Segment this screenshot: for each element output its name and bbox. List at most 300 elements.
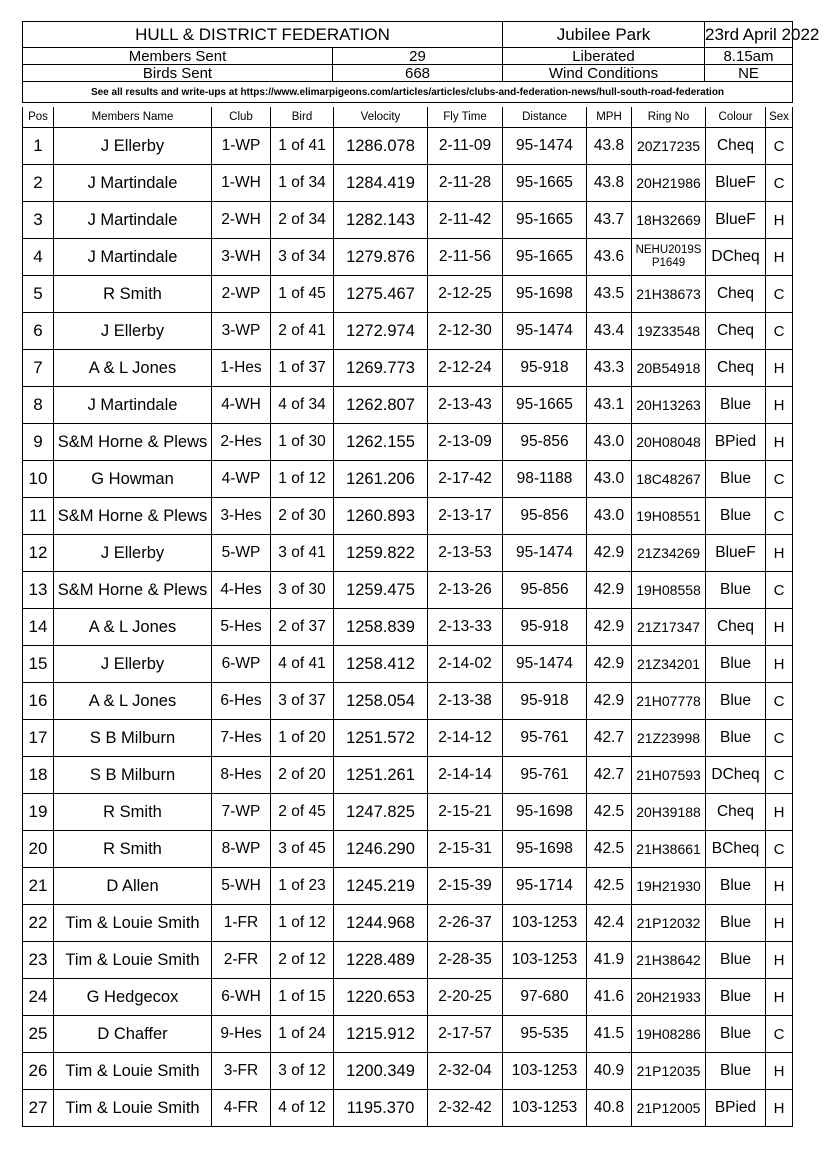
- cell-ring-no: 21H38661: [632, 831, 706, 868]
- cell-fly-time: 2-13-38: [428, 683, 503, 720]
- cell-mph: 42.9: [587, 683, 632, 720]
- cell-pos: 3: [23, 202, 54, 239]
- cell-velocity: 1251.261: [334, 757, 428, 794]
- cell-fly-time: 2-12-30: [428, 313, 503, 350]
- cell-velocity: 1258.412: [334, 646, 428, 683]
- cell-colour: Blue: [706, 498, 766, 535]
- cell-club: 3-Hes: [212, 498, 271, 535]
- cell-member-name: A & L Jones: [54, 350, 212, 387]
- cell-member-name: Tim & Louie Smith: [54, 1053, 212, 1090]
- cell-sex: H: [766, 942, 793, 979]
- cell-mph: 43.3: [587, 350, 632, 387]
- cell-pos: 5: [23, 276, 54, 313]
- cell-sex: H: [766, 350, 793, 387]
- cell-velocity: 1286.078: [334, 128, 428, 165]
- cell-sex: C: [766, 757, 793, 794]
- cell-pos: 15: [23, 646, 54, 683]
- cell-member-name: J Ellerby: [54, 535, 212, 572]
- cell-ring-no: 21Z17347: [632, 609, 706, 646]
- table-row: [23, 572, 793, 609]
- cell-velocity: 1260.893: [334, 498, 428, 535]
- cell-bird: 1 of 34: [271, 165, 334, 202]
- table-row: [23, 202, 793, 239]
- cell-pos: 13: [23, 572, 54, 609]
- col-header-bird: Bird: [271, 107, 334, 128]
- cell-club: 2-Hes: [212, 424, 271, 461]
- cell-sex: H: [766, 609, 793, 646]
- cell-ring-no: 21P12035: [632, 1053, 706, 1090]
- cell-fly-time: 2-28-35: [428, 942, 503, 979]
- cell-velocity: 1195.370: [334, 1090, 428, 1127]
- cell-ring-no: 20Z17235: [632, 128, 706, 165]
- cell-bird: 3 of 41: [271, 535, 334, 572]
- cell-club: 5-WP: [212, 535, 271, 572]
- cell-member-name: J Martindale: [54, 165, 212, 202]
- cell-mph: 41.9: [587, 942, 632, 979]
- cell-distance: 95-1698: [503, 831, 587, 868]
- table-row: [23, 683, 793, 720]
- cell-fly-time: 2-12-24: [428, 350, 503, 387]
- wind-label: Wind Conditions: [503, 65, 705, 82]
- cell-distance: 95-918: [503, 350, 587, 387]
- cell-distance: 103-1253: [503, 1053, 587, 1090]
- cell-pos: 20: [23, 831, 54, 868]
- cell-member-name: Tim & Louie Smith: [54, 1090, 212, 1127]
- cell-distance: 95-535: [503, 1016, 587, 1053]
- members-sent-value: 29: [333, 48, 503, 65]
- table-row: [23, 794, 793, 831]
- table-row: [23, 128, 793, 165]
- cell-fly-time: 2-13-53: [428, 535, 503, 572]
- cell-member-name: J Ellerby: [54, 646, 212, 683]
- cell-bird: 2 of 20: [271, 757, 334, 794]
- cell-club: 3-WH: [212, 239, 271, 276]
- cell-pos: 22: [23, 905, 54, 942]
- results-link-notice[interactable]: See all results and write-ups at https://www.elimarpigeons.com/articles/articles/clubs-and-federation-news/hull-south-road-federation: [23, 82, 793, 103]
- cell-fly-time: 2-26-37: [428, 905, 503, 942]
- cell-pos: 2: [23, 165, 54, 202]
- cell-colour: BlueF: [706, 202, 766, 239]
- cell-mph: 43.0: [587, 424, 632, 461]
- cell-velocity: 1245.219: [334, 868, 428, 905]
- cell-mph: 42.9: [587, 535, 632, 572]
- cell-distance: 97-680: [503, 979, 587, 1016]
- cell-ring-no: 21P12005: [632, 1090, 706, 1127]
- cell-distance: 103-1253: [503, 942, 587, 979]
- cell-colour: Cheq: [706, 313, 766, 350]
- cell-fly-time: 2-32-04: [428, 1053, 503, 1090]
- cell-sex: H: [766, 1090, 793, 1127]
- table-row: [23, 1090, 793, 1127]
- cell-mph: 42.4: [587, 905, 632, 942]
- cell-mph: 43.0: [587, 498, 632, 535]
- cell-club: 4-WH: [212, 387, 271, 424]
- cell-distance: 95-1474: [503, 128, 587, 165]
- cell-colour: Blue: [706, 1053, 766, 1090]
- cell-club: 9-Hes: [212, 1016, 271, 1053]
- cell-club: 5-WH: [212, 868, 271, 905]
- results-table: [22, 107, 793, 1127]
- cell-fly-time: 2-17-57: [428, 1016, 503, 1053]
- cell-velocity: 1246.290: [334, 831, 428, 868]
- col-header-mph: MPH: [587, 107, 632, 128]
- cell-mph: 43.1: [587, 387, 632, 424]
- cell-pos: 7: [23, 350, 54, 387]
- cell-distance: 95-1474: [503, 313, 587, 350]
- cell-colour: Cheq: [706, 276, 766, 313]
- cell-fly-time: 2-32-42: [428, 1090, 503, 1127]
- cell-fly-time: 2-17-42: [428, 461, 503, 498]
- cell-mph: 42.9: [587, 572, 632, 609]
- cell-distance: 95-1665: [503, 387, 587, 424]
- cell-club: 5-Hes: [212, 609, 271, 646]
- cell-bird: 3 of 45: [271, 831, 334, 868]
- cell-distance: 95-1474: [503, 535, 587, 572]
- table-row: [23, 1016, 793, 1053]
- cell-club: 1-Hes: [212, 350, 271, 387]
- cell-colour: Blue: [706, 572, 766, 609]
- cell-pos: 17: [23, 720, 54, 757]
- cell-bird: 1 of 15: [271, 979, 334, 1016]
- cell-mph: 40.8: [587, 1090, 632, 1127]
- cell-velocity: 1251.572: [334, 720, 428, 757]
- table-row: [23, 646, 793, 683]
- cell-sex: C: [766, 831, 793, 868]
- results-body: [23, 128, 793, 1127]
- cell-mph: 43.6: [587, 239, 632, 276]
- col-header-pos: Pos: [23, 107, 54, 128]
- liberated-label: Liberated: [503, 48, 705, 65]
- federation-title: HULL & DISTRICT FEDERATION: [23, 22, 503, 48]
- cell-velocity: 1261.206: [334, 461, 428, 498]
- cell-colour: Cheq: [706, 609, 766, 646]
- cell-member-name: S B Milburn: [54, 720, 212, 757]
- birds-sent-value: 668: [333, 65, 503, 82]
- cell-ring-no: 18C48267: [632, 461, 706, 498]
- race-date: 23rd April 2022: [705, 22, 793, 48]
- cell-member-name: G Howman: [54, 461, 212, 498]
- cell-sex: H: [766, 794, 793, 831]
- cell-distance: 95-1474: [503, 646, 587, 683]
- cell-velocity: 1258.839: [334, 609, 428, 646]
- cell-member-name: R Smith: [54, 831, 212, 868]
- cell-bird: 1 of 30: [271, 424, 334, 461]
- cell-bird: 1 of 20: [271, 720, 334, 757]
- table-row: [23, 387, 793, 424]
- cell-fly-time: 2-11-09: [428, 128, 503, 165]
- cell-ring-no: 21H07593: [632, 757, 706, 794]
- cell-bird: 2 of 45: [271, 794, 334, 831]
- cell-bird: 2 of 34: [271, 202, 334, 239]
- cell-mph: 40.9: [587, 1053, 632, 1090]
- cell-velocity: 1244.968: [334, 905, 428, 942]
- cell-club: 1-WP: [212, 128, 271, 165]
- cell-fly-time: 2-11-42: [428, 202, 503, 239]
- cell-club: 6-WH: [212, 979, 271, 1016]
- cell-club: 3-FR: [212, 1053, 271, 1090]
- cell-club: 7-WP: [212, 794, 271, 831]
- cell-bird: 1 of 37: [271, 350, 334, 387]
- cell-colour: BlueF: [706, 165, 766, 202]
- cell-distance: 98-1188: [503, 461, 587, 498]
- cell-mph: 42.5: [587, 831, 632, 868]
- cell-fly-time: 2-15-39: [428, 868, 503, 905]
- cell-colour: BPied: [706, 1090, 766, 1127]
- cell-colour: Blue: [706, 1016, 766, 1053]
- cell-member-name: Tim & Louie Smith: [54, 905, 212, 942]
- cell-sex: H: [766, 202, 793, 239]
- race-header-table: [22, 21, 820, 103]
- cell-sex: H: [766, 387, 793, 424]
- cell-member-name: J Martindale: [54, 387, 212, 424]
- table-row: [23, 868, 793, 905]
- cell-sex: C: [766, 276, 793, 313]
- cell-ring-no: NEHU2019S P1649: [632, 239, 706, 276]
- cell-fly-time: 2-13-26: [428, 572, 503, 609]
- table-row: [23, 979, 793, 1016]
- cell-member-name: S&M Horne & Plews: [54, 424, 212, 461]
- cell-ring-no: 20H21986: [632, 165, 706, 202]
- cell-pos: 4: [23, 239, 54, 276]
- cell-fly-time: 2-11-56: [428, 239, 503, 276]
- cell-mph: 42.5: [587, 868, 632, 905]
- cell-colour: Blue: [706, 942, 766, 979]
- cell-velocity: 1215.912: [334, 1016, 428, 1053]
- col-header-distance: Distance: [503, 107, 587, 128]
- cell-distance: 95-761: [503, 720, 587, 757]
- cell-club: 6-WP: [212, 646, 271, 683]
- cell-colour: Blue: [706, 720, 766, 757]
- race-point: Jubilee Park: [503, 22, 705, 48]
- table-row: [23, 165, 793, 202]
- cell-club: 8-WP: [212, 831, 271, 868]
- cell-bird: 2 of 30: [271, 498, 334, 535]
- cell-bird: 4 of 41: [271, 646, 334, 683]
- cell-sex: H: [766, 646, 793, 683]
- cell-colour: Cheq: [706, 128, 766, 165]
- cell-fly-time: 2-11-28: [428, 165, 503, 202]
- cell-fly-time: 2-13-17: [428, 498, 503, 535]
- cell-bird: 3 of 12: [271, 1053, 334, 1090]
- table-row: [23, 905, 793, 942]
- cell-ring-no: 21H38642: [632, 942, 706, 979]
- cell-member-name: G Hedgecox: [54, 979, 212, 1016]
- table-row: [23, 942, 793, 979]
- col-header-club: Club: [212, 107, 271, 128]
- table-row: [23, 757, 793, 794]
- cell-fly-time: 2-15-21: [428, 794, 503, 831]
- cell-velocity: 1200.349: [334, 1053, 428, 1090]
- cell-member-name: Tim & Louie Smith: [54, 942, 212, 979]
- cell-velocity: 1259.475: [334, 572, 428, 609]
- cell-ring-no: 18H32669: [632, 202, 706, 239]
- cell-bird: 1 of 41: [271, 128, 334, 165]
- cell-sex: C: [766, 683, 793, 720]
- cell-pos: 12: [23, 535, 54, 572]
- table-row: [23, 720, 793, 757]
- cell-distance: 103-1253: [503, 905, 587, 942]
- cell-pos: 6: [23, 313, 54, 350]
- cell-club: 2-WH: [212, 202, 271, 239]
- cell-velocity: 1275.467: [334, 276, 428, 313]
- cell-colour: Blue: [706, 461, 766, 498]
- cell-velocity: 1259.822: [334, 535, 428, 572]
- cell-club: 6-Hes: [212, 683, 271, 720]
- cell-bird: 3 of 37: [271, 683, 334, 720]
- cell-club: 2-WP: [212, 276, 271, 313]
- cell-colour: DCheq: [706, 757, 766, 794]
- cell-pos: 8: [23, 387, 54, 424]
- cell-colour: Blue: [706, 905, 766, 942]
- cell-ring-no: 19H08558: [632, 572, 706, 609]
- cell-pos: 10: [23, 461, 54, 498]
- cell-member-name: J Ellerby: [54, 128, 212, 165]
- cell-pos: 25: [23, 1016, 54, 1053]
- cell-ring-no: 21P12032: [632, 905, 706, 942]
- table-row: [23, 276, 793, 313]
- cell-pos: 14: [23, 609, 54, 646]
- cell-pos: 1: [23, 128, 54, 165]
- cell-sex: H: [766, 424, 793, 461]
- cell-velocity: 1258.054: [334, 683, 428, 720]
- cell-bird: 1 of 12: [271, 905, 334, 942]
- cell-sex: H: [766, 1053, 793, 1090]
- cell-velocity: 1220.653: [334, 979, 428, 1016]
- cell-member-name: S&M Horne & Plews: [54, 498, 212, 535]
- cell-pos: 16: [23, 683, 54, 720]
- cell-colour: Cheq: [706, 794, 766, 831]
- cell-ring-no: 20H13263: [632, 387, 706, 424]
- cell-mph: 42.7: [587, 757, 632, 794]
- cell-distance: 95-1665: [503, 165, 587, 202]
- table-row: [23, 461, 793, 498]
- cell-velocity: 1262.155: [334, 424, 428, 461]
- table-row: [23, 535, 793, 572]
- cell-bird: 3 of 30: [271, 572, 334, 609]
- results-header-row: [23, 107, 793, 128]
- cell-ring-no: 20H39188: [632, 794, 706, 831]
- col-header-ring: Ring No: [632, 107, 706, 128]
- table-row: [23, 239, 793, 276]
- cell-ring-no: 19Z33548: [632, 313, 706, 350]
- cell-pos: 9: [23, 424, 54, 461]
- birds-sent-label: Birds Sent: [23, 65, 333, 82]
- cell-velocity: 1272.974: [334, 313, 428, 350]
- cell-pos: 24: [23, 979, 54, 1016]
- cell-fly-time: 2-15-31: [428, 831, 503, 868]
- cell-distance: 95-1714: [503, 868, 587, 905]
- cell-distance: 95-856: [503, 498, 587, 535]
- table-row: [23, 424, 793, 461]
- members-sent-label: Members Sent: [23, 48, 333, 65]
- cell-fly-time: 2-13-33: [428, 609, 503, 646]
- cell-member-name: R Smith: [54, 276, 212, 313]
- cell-fly-time: 2-13-09: [428, 424, 503, 461]
- table-row: [23, 1053, 793, 1090]
- cell-ring-no: 20B54918: [632, 350, 706, 387]
- cell-club: 1-FR: [212, 905, 271, 942]
- cell-club: 4-WP: [212, 461, 271, 498]
- cell-member-name: S B Milburn: [54, 757, 212, 794]
- table-row: [23, 831, 793, 868]
- cell-bird: 1 of 12: [271, 461, 334, 498]
- cell-mph: 43.7: [587, 202, 632, 239]
- cell-bird: 2 of 12: [271, 942, 334, 979]
- cell-mph: 41.6: [587, 979, 632, 1016]
- cell-ring-no: 20H21933: [632, 979, 706, 1016]
- cell-bird: 2 of 41: [271, 313, 334, 350]
- cell-pos: 21: [23, 868, 54, 905]
- cell-mph: 42.7: [587, 720, 632, 757]
- cell-fly-time: 2-20-25: [428, 979, 503, 1016]
- cell-mph: 42.9: [587, 609, 632, 646]
- cell-pos: 18: [23, 757, 54, 794]
- cell-member-name: J Martindale: [54, 239, 212, 276]
- table-row: [23, 609, 793, 646]
- cell-colour: Blue: [706, 979, 766, 1016]
- cell-ring-no: 21H38673: [632, 276, 706, 313]
- cell-member-name: S&M Horne & Plews: [54, 572, 212, 609]
- cell-sex: H: [766, 868, 793, 905]
- cell-club: 8-Hes: [212, 757, 271, 794]
- cell-distance: 95-856: [503, 572, 587, 609]
- cell-fly-time: 2-14-14: [428, 757, 503, 794]
- cell-ring-no: 19H08551: [632, 498, 706, 535]
- cell-distance: 95-856: [503, 424, 587, 461]
- cell-club: 3-WP: [212, 313, 271, 350]
- cell-distance: 95-918: [503, 683, 587, 720]
- cell-velocity: 1228.489: [334, 942, 428, 979]
- cell-sex: H: [766, 979, 793, 1016]
- table-row: [23, 498, 793, 535]
- cell-distance: 95-761: [503, 757, 587, 794]
- cell-ring-no: 20H08048: [632, 424, 706, 461]
- col-header-name: Members Name: [54, 107, 212, 128]
- cell-sex: C: [766, 313, 793, 350]
- col-header-velocity: Velocity: [334, 107, 428, 128]
- cell-member-name: D Allen: [54, 868, 212, 905]
- cell-velocity: 1282.143: [334, 202, 428, 239]
- cell-mph: 43.0: [587, 461, 632, 498]
- cell-colour: Blue: [706, 646, 766, 683]
- cell-fly-time: 2-14-12: [428, 720, 503, 757]
- cell-sex: C: [766, 461, 793, 498]
- cell-fly-time: 2-14-02: [428, 646, 503, 683]
- cell-bird: 3 of 34: [271, 239, 334, 276]
- cell-distance: 103-1253: [503, 1090, 587, 1127]
- cell-mph: 43.8: [587, 165, 632, 202]
- cell-colour: Blue: [706, 868, 766, 905]
- cell-colour: BlueF: [706, 535, 766, 572]
- cell-sex: C: [766, 720, 793, 757]
- cell-velocity: 1247.825: [334, 794, 428, 831]
- cell-colour: BPied: [706, 424, 766, 461]
- cell-distance: 95-1665: [503, 239, 587, 276]
- col-header-sex: Sex: [766, 107, 793, 128]
- cell-member-name: R Smith: [54, 794, 212, 831]
- cell-ring-no: 19H21930: [632, 868, 706, 905]
- cell-bird: 1 of 24: [271, 1016, 334, 1053]
- cell-ring-no: 21Z34269: [632, 535, 706, 572]
- cell-sex: C: [766, 498, 793, 535]
- cell-colour: Cheq: [706, 350, 766, 387]
- cell-fly-time: 2-12-25: [428, 276, 503, 313]
- cell-pos: 26: [23, 1053, 54, 1090]
- cell-ring-no: 21H07778: [632, 683, 706, 720]
- cell-mph: 43.5: [587, 276, 632, 313]
- cell-club: 4-FR: [212, 1090, 271, 1127]
- cell-velocity: 1262.807: [334, 387, 428, 424]
